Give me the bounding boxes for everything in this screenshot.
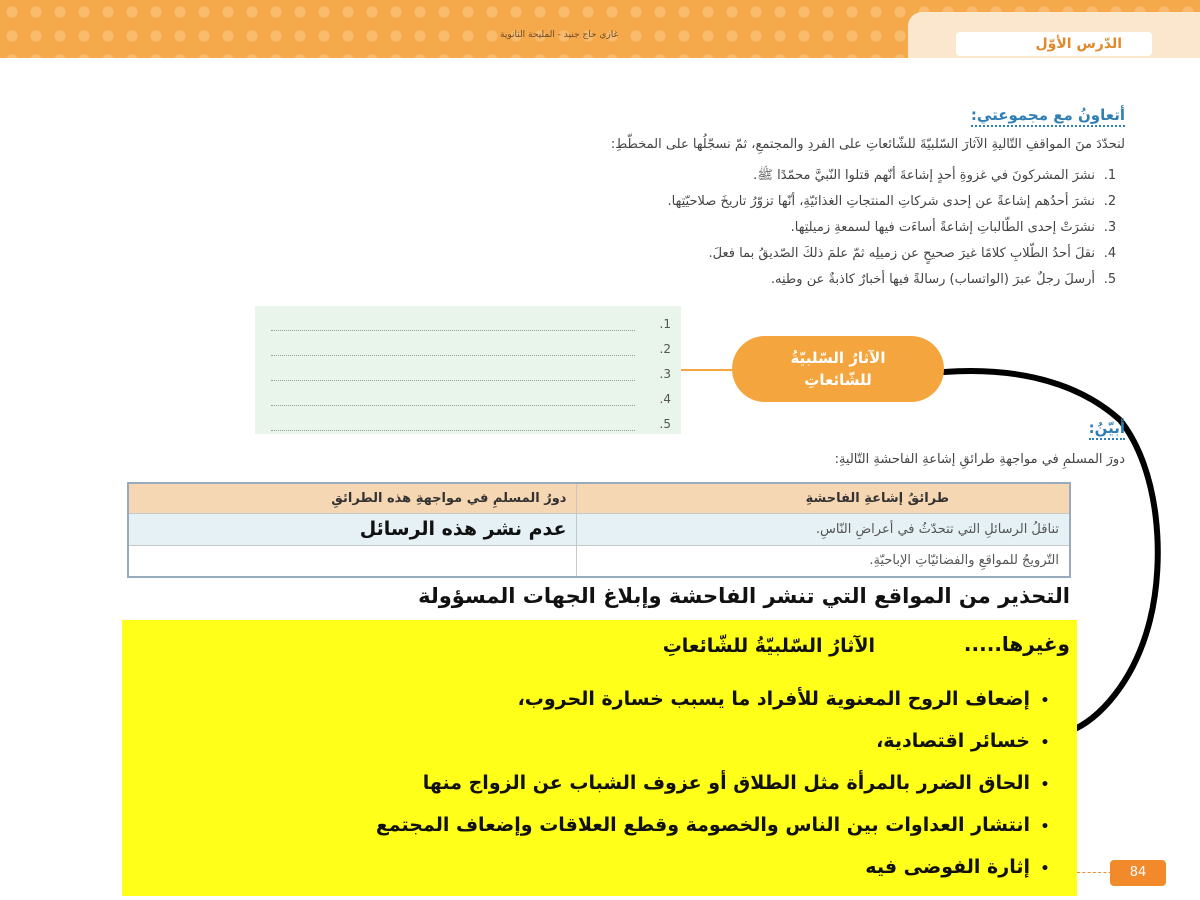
table-header-row	[128, 483, 1070, 513]
cooperate-title: أتعاونُ مع مجموعتي:	[971, 106, 1125, 127]
list-item: • انتشار العداوات بين الناس والخصومة وقطع العلاقات وإضعاف المجتمع	[180, 804, 1060, 846]
list-item: • إضعاف الروح المعنوية للأفراد ما يسبب خسارة الحروب،	[180, 678, 1060, 720]
page-number: 84	[1110, 860, 1166, 886]
list-item: • الحاق الضرر بالمرأة مثل الطلاق أو عزوف الشباب عن الزواج منها	[180, 762, 1060, 804]
effects-list	[180, 678, 1060, 888]
table-header: دورُ المسلمِ في مواجهةِ هذه الطرائقِ	[128, 483, 577, 513]
bubble-line: للشّائعاتِ	[804, 371, 872, 389]
table-row	[128, 545, 1070, 577]
table-row	[128, 513, 1070, 545]
table-cell: التّرويجُ للمواقعِ والفضائيّاتِ الإباحيّةِ.	[577, 545, 1070, 577]
list-item: 2.نشرَ أحدُهم إشاعةً عن إحدى شركاتِ المنتجاتِ الغذائيّةِ، أنّها تزوّرُ تاريخَ صلاحيّتِها.	[667, 194, 1117, 209]
answer-line[interactable]: .1	[255, 312, 681, 337]
negative-effects-bubble	[732, 336, 944, 402]
answer-line[interactable]: .2	[255, 337, 681, 362]
table-cell-answer[interactable]	[128, 545, 577, 577]
list-item: • خسائر اقتصادية،	[180, 720, 1060, 762]
highlight-title: الآثارُ السّلبيّةُ للشّائعاتِ	[662, 635, 875, 657]
list-item: • إثارة الفوضى فيه	[180, 846, 1060, 888]
answer-text: التحذير من المواقع التي تنشر الفاحشة وإبلاغ الجهات المسؤولة	[418, 584, 1070, 608]
list-item: 4.نقلَ أحدُ الطّلابِ كلامًا غيرَ صحيحٍ عن زميلِه ثمّ علمَ ذلكَ الصّديقُ بما فعلَ.	[708, 246, 1117, 261]
list-item: 5.أرسلَ رجلٌ عبرَ (الواتساب) رسالةً فيها أخبارٌ كاذبةٌ عن وطنِه.	[770, 272, 1117, 287]
table-cell: تناقلُ الرسائلِ التي تتحدّثُ في أعراضِ النّاسِ.	[577, 513, 1070, 545]
list-item: 1.نشرَ المشركونَ في غزوةِ أحدٍ إشاعةَ أنّهم قتلوا النّبيَّ محمّدًا ﷺ.	[753, 168, 1117, 183]
table-header: طرائقُ إشاعةِ الفاحشةِ	[577, 483, 1070, 513]
bubble-line: الآثارُ السّلبيّةُ	[790, 349, 886, 367]
methods-table	[127, 482, 1071, 578]
answer-line[interactable]: .5	[255, 412, 681, 437]
list-item: 3.نشرَتْ إحدى الطّالباتِ إشاعةً أساءَت فيها لسمعةِ زميلتِها.	[790, 220, 1117, 235]
cooperate-intro: لنحدّدَ منَ المواقفِ التّاليةِ الآثارَ السّلبيّةَ للشّائعاتِ على الفردِ والمجتمعِ، ثمّ نسجّلُها على المخطّطِ:	[610, 137, 1125, 152]
answer-text-continued: وغيرها.....	[963, 632, 1070, 656]
author-credit: غازي حاج جنيد - المليحة الثانوية	[500, 30, 619, 40]
answer-line[interactable]: .4	[255, 387, 681, 412]
lesson-label: الدّرس الأوّل	[956, 32, 1152, 56]
explain-intro: دورَ المسلمِ في مواجهةِ طرائقِ إشاعةِ الفاحشةِ التّاليةِ:	[834, 452, 1125, 467]
explain-title: أبيّنُ:	[1089, 419, 1125, 440]
table-cell-answer[interactable]: عدم نشر هذه الرسائل	[128, 513, 577, 545]
answer-line[interactable]: .3	[255, 362, 681, 387]
